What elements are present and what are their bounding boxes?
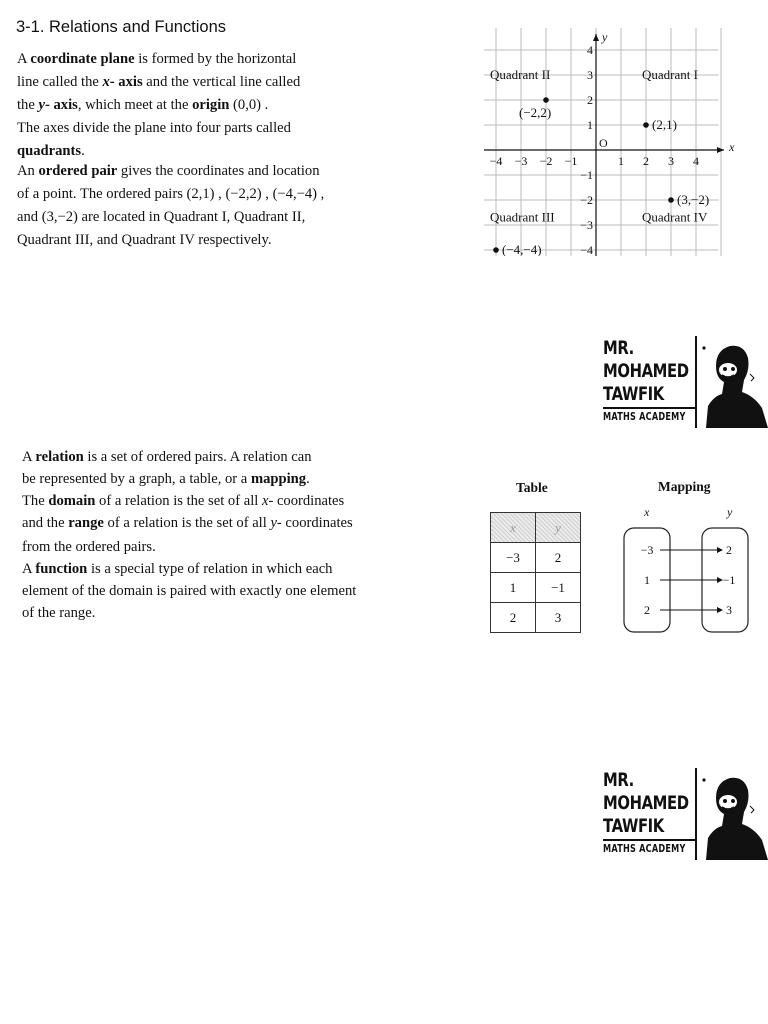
bold-term: quadrants <box>17 143 82 159</box>
mapping-caption: Mapping <box>658 479 711 494</box>
table-cell: 3 <box>536 603 581 633</box>
logo-line-1: MR. <box>603 337 634 359</box>
graph-point <box>543 97 549 103</box>
x-tick-label: −3 <box>514 154 528 168</box>
logo-tagline: MATHS ACADEMY <box>603 842 686 855</box>
graph-point <box>643 122 649 128</box>
text-run: and (3,−2) are located in Quadrant I, Quadrant II, <box>17 209 306 225</box>
text-run: The axes divide the plane into four parts called <box>17 120 291 136</box>
text-run: A <box>22 561 36 577</box>
y-axis-label: y <box>602 30 608 44</box>
bold-term: y <box>38 97 45 113</box>
text-line <box>17 160 324 183</box>
table-caption: Table <box>516 480 548 495</box>
logo-line-1: MR. <box>603 769 634 791</box>
y-tick-label: −4 <box>580 243 593 256</box>
text-line <box>22 580 356 602</box>
logo-line-2: MOHAMED <box>603 360 689 382</box>
text-run: of the range. <box>22 605 96 621</box>
academy-logo <box>603 768 768 864</box>
text-run: is a special type of relation in which each <box>87 561 333 577</box>
bold-term: relation <box>35 449 84 465</box>
text-line <box>22 468 356 490</box>
bold-term: mapping <box>250 471 307 487</box>
mapping-x-label: x <box>644 505 650 519</box>
y-tick-label: −2 <box>580 193 593 207</box>
y-tick-label: −3 <box>580 218 593 232</box>
portrait-silhouette-icon <box>696 336 768 428</box>
text-line <box>22 490 356 512</box>
point-label: (−2,2) <box>519 105 552 120</box>
text-line <box>22 558 356 580</box>
text-run: A <box>17 51 31 67</box>
domain-value: −3 <box>640 543 654 557</box>
text-run: is a set of ordered pairs. A relation can <box>83 449 312 465</box>
quadrant-label: Quadrant IV <box>642 209 708 225</box>
domain-value: 1 <box>644 573 650 587</box>
table-header-y: y <box>536 513 581 543</box>
y-tick-label: 1 <box>587 118 593 132</box>
bold-term: ordered pair <box>38 163 118 179</box>
text-line <box>17 206 324 229</box>
text-run: y <box>270 515 277 531</box>
bold-term: - axis <box>109 74 143 90</box>
portrait-silhouette-icon <box>696 768 768 860</box>
x-tick-label: 1 <box>618 154 624 168</box>
logo-line-2: MOHAMED <box>603 792 689 814</box>
bold-term: range <box>68 515 104 531</box>
range-value: 2 <box>726 543 732 557</box>
text-run: A <box>22 449 36 465</box>
text-run: line called the <box>17 74 103 90</box>
text-line <box>17 94 300 117</box>
point-label: (2,1) <box>652 117 677 132</box>
text-run: the <box>17 97 39 113</box>
point-label: (−4,−4) <box>502 242 542 256</box>
text-run: . <box>81 143 85 159</box>
origin-label: O <box>599 136 608 150</box>
text-run: element of the domain is paired with exactly one element <box>22 583 357 599</box>
x-tick-label: 2 <box>643 154 649 168</box>
y-tick-label: 3 <box>587 68 593 82</box>
point-label: (3,−2) <box>677 192 710 207</box>
text-run: is formed by the horizontal <box>134 51 297 67</box>
range-value: 3 <box>726 603 732 617</box>
x-tick-label: 3 <box>668 154 674 168</box>
bold-term: x <box>102 74 110 90</box>
table-cell: 2 <box>491 603 536 633</box>
academy-logo <box>603 336 768 432</box>
mapping-y-label: y <box>727 505 733 519</box>
text-run: The <box>22 493 49 509</box>
graph-point <box>493 247 499 253</box>
y-tick-label: 4 <box>587 43 593 57</box>
relation-function-definition <box>22 446 356 624</box>
text-line <box>22 602 356 624</box>
text-run: Quadrant III, and Quadrant IV respectively. <box>17 232 272 248</box>
y-tick-label: 2 <box>587 93 593 107</box>
text-line <box>22 512 356 534</box>
text-run: of a point. The ordered pairs (2,1) , (−2,2) , (−4,−4) , <box>17 186 325 202</box>
ordered-pair-definition <box>17 160 324 252</box>
table-header-x: x <box>491 513 536 543</box>
x-tick-label: 4 <box>693 154 699 168</box>
bold-term: origin <box>192 97 230 113</box>
quadrant-label: Quadrant I <box>642 66 698 82</box>
bold-term: domain <box>48 493 96 509</box>
y-tick-label: −1 <box>580 168 593 182</box>
y-axis-arrow-icon <box>593 34 599 41</box>
coordinate-plane-graph <box>484 28 744 256</box>
logo-underline <box>603 407 695 409</box>
x-tick-label: −2 <box>539 154 553 168</box>
text-line <box>17 229 324 252</box>
bold-term: coordinate plane <box>30 51 135 67</box>
text-run: of a relation is the set of all <box>103 515 271 531</box>
bold-term: function <box>35 561 88 577</box>
text-line <box>17 183 324 206</box>
table-row <box>491 573 581 603</box>
text-line <box>17 48 300 71</box>
text-run: from the ordered pairs. <box>22 539 156 555</box>
text-run: . <box>306 471 310 487</box>
text-run: and the vertical line called <box>142 74 301 90</box>
logo-tagline: MATHS ACADEMY <box>603 410 686 423</box>
graph-point <box>668 197 674 203</box>
logo-line-3: TAWFIK <box>603 383 664 405</box>
table-cell: −1 <box>536 573 581 603</box>
logo-underline <box>603 839 695 841</box>
mapping-diagram <box>618 500 758 636</box>
text-run: be represented by a graph, a table, or a <box>22 471 251 487</box>
text-run: of a relation is the set of all <box>95 493 262 509</box>
table-header-row <box>491 513 581 543</box>
table-cell: −3 <box>491 543 536 573</box>
quadrant-label: Quadrant III <box>490 209 555 225</box>
text-run: , which meet at the <box>77 97 193 113</box>
table-row <box>491 543 581 573</box>
coordinate-plane-definition <box>17 48 300 163</box>
text-run: - coordinates <box>276 515 353 531</box>
text-run: x <box>261 493 269 509</box>
graph-points <box>493 97 709 256</box>
domain-value: 2 <box>644 603 650 617</box>
table-row <box>491 603 581 633</box>
table-cell: 2 <box>536 543 581 573</box>
text-run: gives the coordinates and location <box>117 163 320 179</box>
text-run: - coordinates <box>268 493 345 509</box>
range-value: −1 <box>722 573 736 587</box>
x-axis-label: x <box>729 140 735 154</box>
x-tick-label: −4 <box>489 154 503 168</box>
text-line <box>22 536 356 558</box>
text-line <box>22 446 356 468</box>
section-title: 3-1. Relations and Functions <box>16 18 227 36</box>
mapping-pairs <box>641 543 736 617</box>
relation-table <box>490 512 581 633</box>
text-run: An <box>17 163 39 179</box>
quadrant-label: Quadrant II <box>490 66 551 82</box>
text-run: (0,0) . <box>229 97 269 113</box>
text-line <box>17 71 300 94</box>
x-tick-label: −1 <box>564 154 578 168</box>
text-line <box>17 117 300 140</box>
table-cell: 1 <box>491 573 536 603</box>
logo-line-3: TAWFIK <box>603 815 664 837</box>
text-run: and the <box>22 515 69 531</box>
bold-term: - axis <box>44 97 78 113</box>
